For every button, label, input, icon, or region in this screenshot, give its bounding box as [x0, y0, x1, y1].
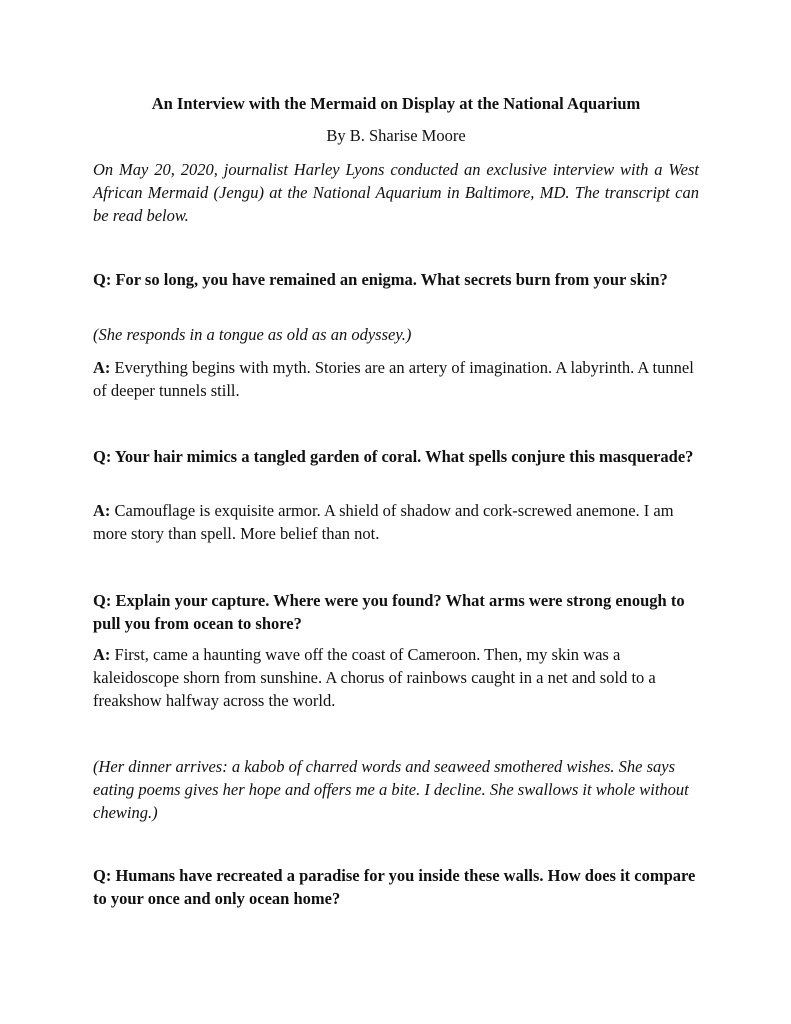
- answer-3: [93, 643, 699, 712]
- answer-text: Everything begins with myth. Stories are an artery of imagination. A labyrinth. A tunnel of deeper tunnels still.: [93, 358, 694, 400]
- answer-label: A:: [93, 501, 111, 520]
- answer-label: A:: [93, 358, 111, 377]
- answer-1: [93, 356, 699, 402]
- question-1: Q: For so long, you have remained an enigma. What secrets burn from your skin?: [93, 270, 668, 289]
- question-4: Q: Humans have recreated a paradise for you inside these walls. How does it compare to your once and only ocean home?: [93, 866, 696, 908]
- byline: By B. Sharise Moore: [326, 126, 466, 145]
- question-2: Q: Your hair mimics a tangled garden of coral. What spells conjure this masquerade?: [93, 447, 694, 466]
- document-title: An Interview with the Mermaid on Display at the National Aquarium: [151, 94, 641, 113]
- question-3: Q: Explain your capture. Where were you found? What arms were strong enough to pull you from ocean to shore?: [93, 591, 685, 633]
- answer-text: First, came a haunting wave off the coast of Cameroon. Then, my skin was a kaleidoscope shorn from sunshine. A chorus of rainbows caught in a net and sold to a freakshow halfway across the world.: [93, 645, 656, 710]
- stage-direction-1: (She responds in a tongue as old as an odyssey.): [93, 325, 412, 344]
- answer-label: A:: [93, 645, 111, 664]
- answer-2: [93, 499, 699, 545]
- answer-text: Camouflage is exquisite armor. A shield of shadow and cork-screwed anemone. I am more story than spell. More belief than not.: [93, 501, 674, 543]
- stage-direction-2: (Her dinner arrives: a kabob of charred words and seaweed smothered wishes. She says eating poems gives her hope and offers me a bite. I decline. She swallows it whole without chewing.): [93, 757, 689, 822]
- intro-paragraph: On May 20, 2020, journalist Harley Lyons conducted an exclusive interview with a West African Mermaid (Jengu) at the National Aquarium in Baltimore, MD. The transcript can be read below.: [93, 160, 699, 225]
